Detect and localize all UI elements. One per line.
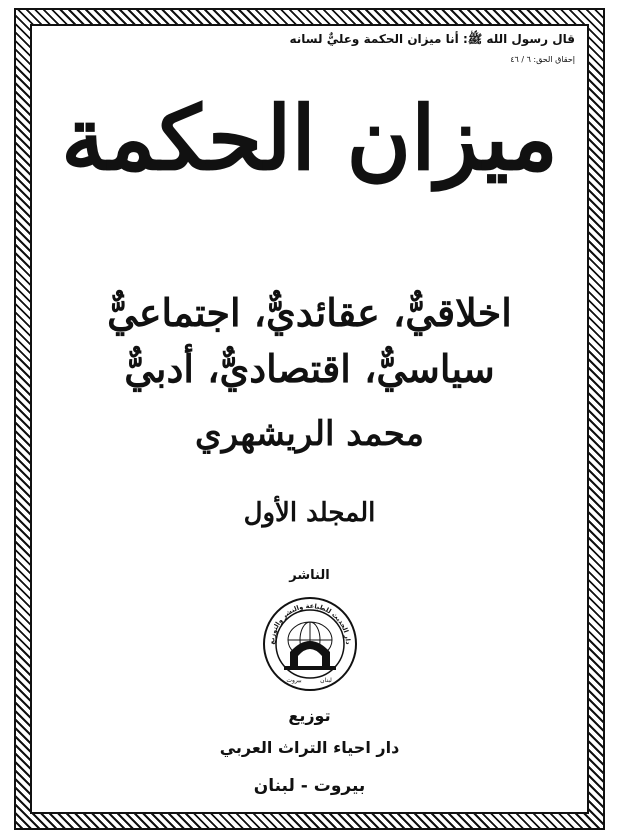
volume-label: المجلد الأول	[243, 498, 376, 528]
subtitle-line-2: سياسيٌّ، اقتصاديٌّ، أدبيٌّ	[124, 346, 495, 391]
publisher-label: الناشر	[289, 568, 330, 583]
hadith-block	[290, 32, 575, 64]
logo-ring-text: دار الحديث للطباعة والنشر والتوزيع	[267, 601, 352, 645]
logo-left-text: بيروت	[285, 677, 302, 684]
distribution-label: توزيع	[288, 706, 331, 725]
hadith-reference: إحقاق الحق: ٦ / ٤٦	[510, 55, 575, 64]
hadith-text: قال رسول الله ﷺ: أنا ميزان الحكمة وعليٌّ لسانه	[289, 32, 575, 46]
publisher-logo-icon	[260, 594, 360, 694]
subtitle-line-1: اخلاقيٌّ، عقائديٌّ، اجتماعيٌّ	[107, 290, 512, 335]
title-page	[36, 28, 583, 812]
distributor-name: دار احياء التراث العربي	[219, 738, 400, 757]
author-name: محمد الريشهري	[195, 414, 424, 454]
distributor-city: بيروت - لبنان	[253, 776, 366, 796]
book-title: ميزان الحكمة	[61, 86, 558, 190]
logo-right-text: لبنان	[319, 677, 332, 684]
